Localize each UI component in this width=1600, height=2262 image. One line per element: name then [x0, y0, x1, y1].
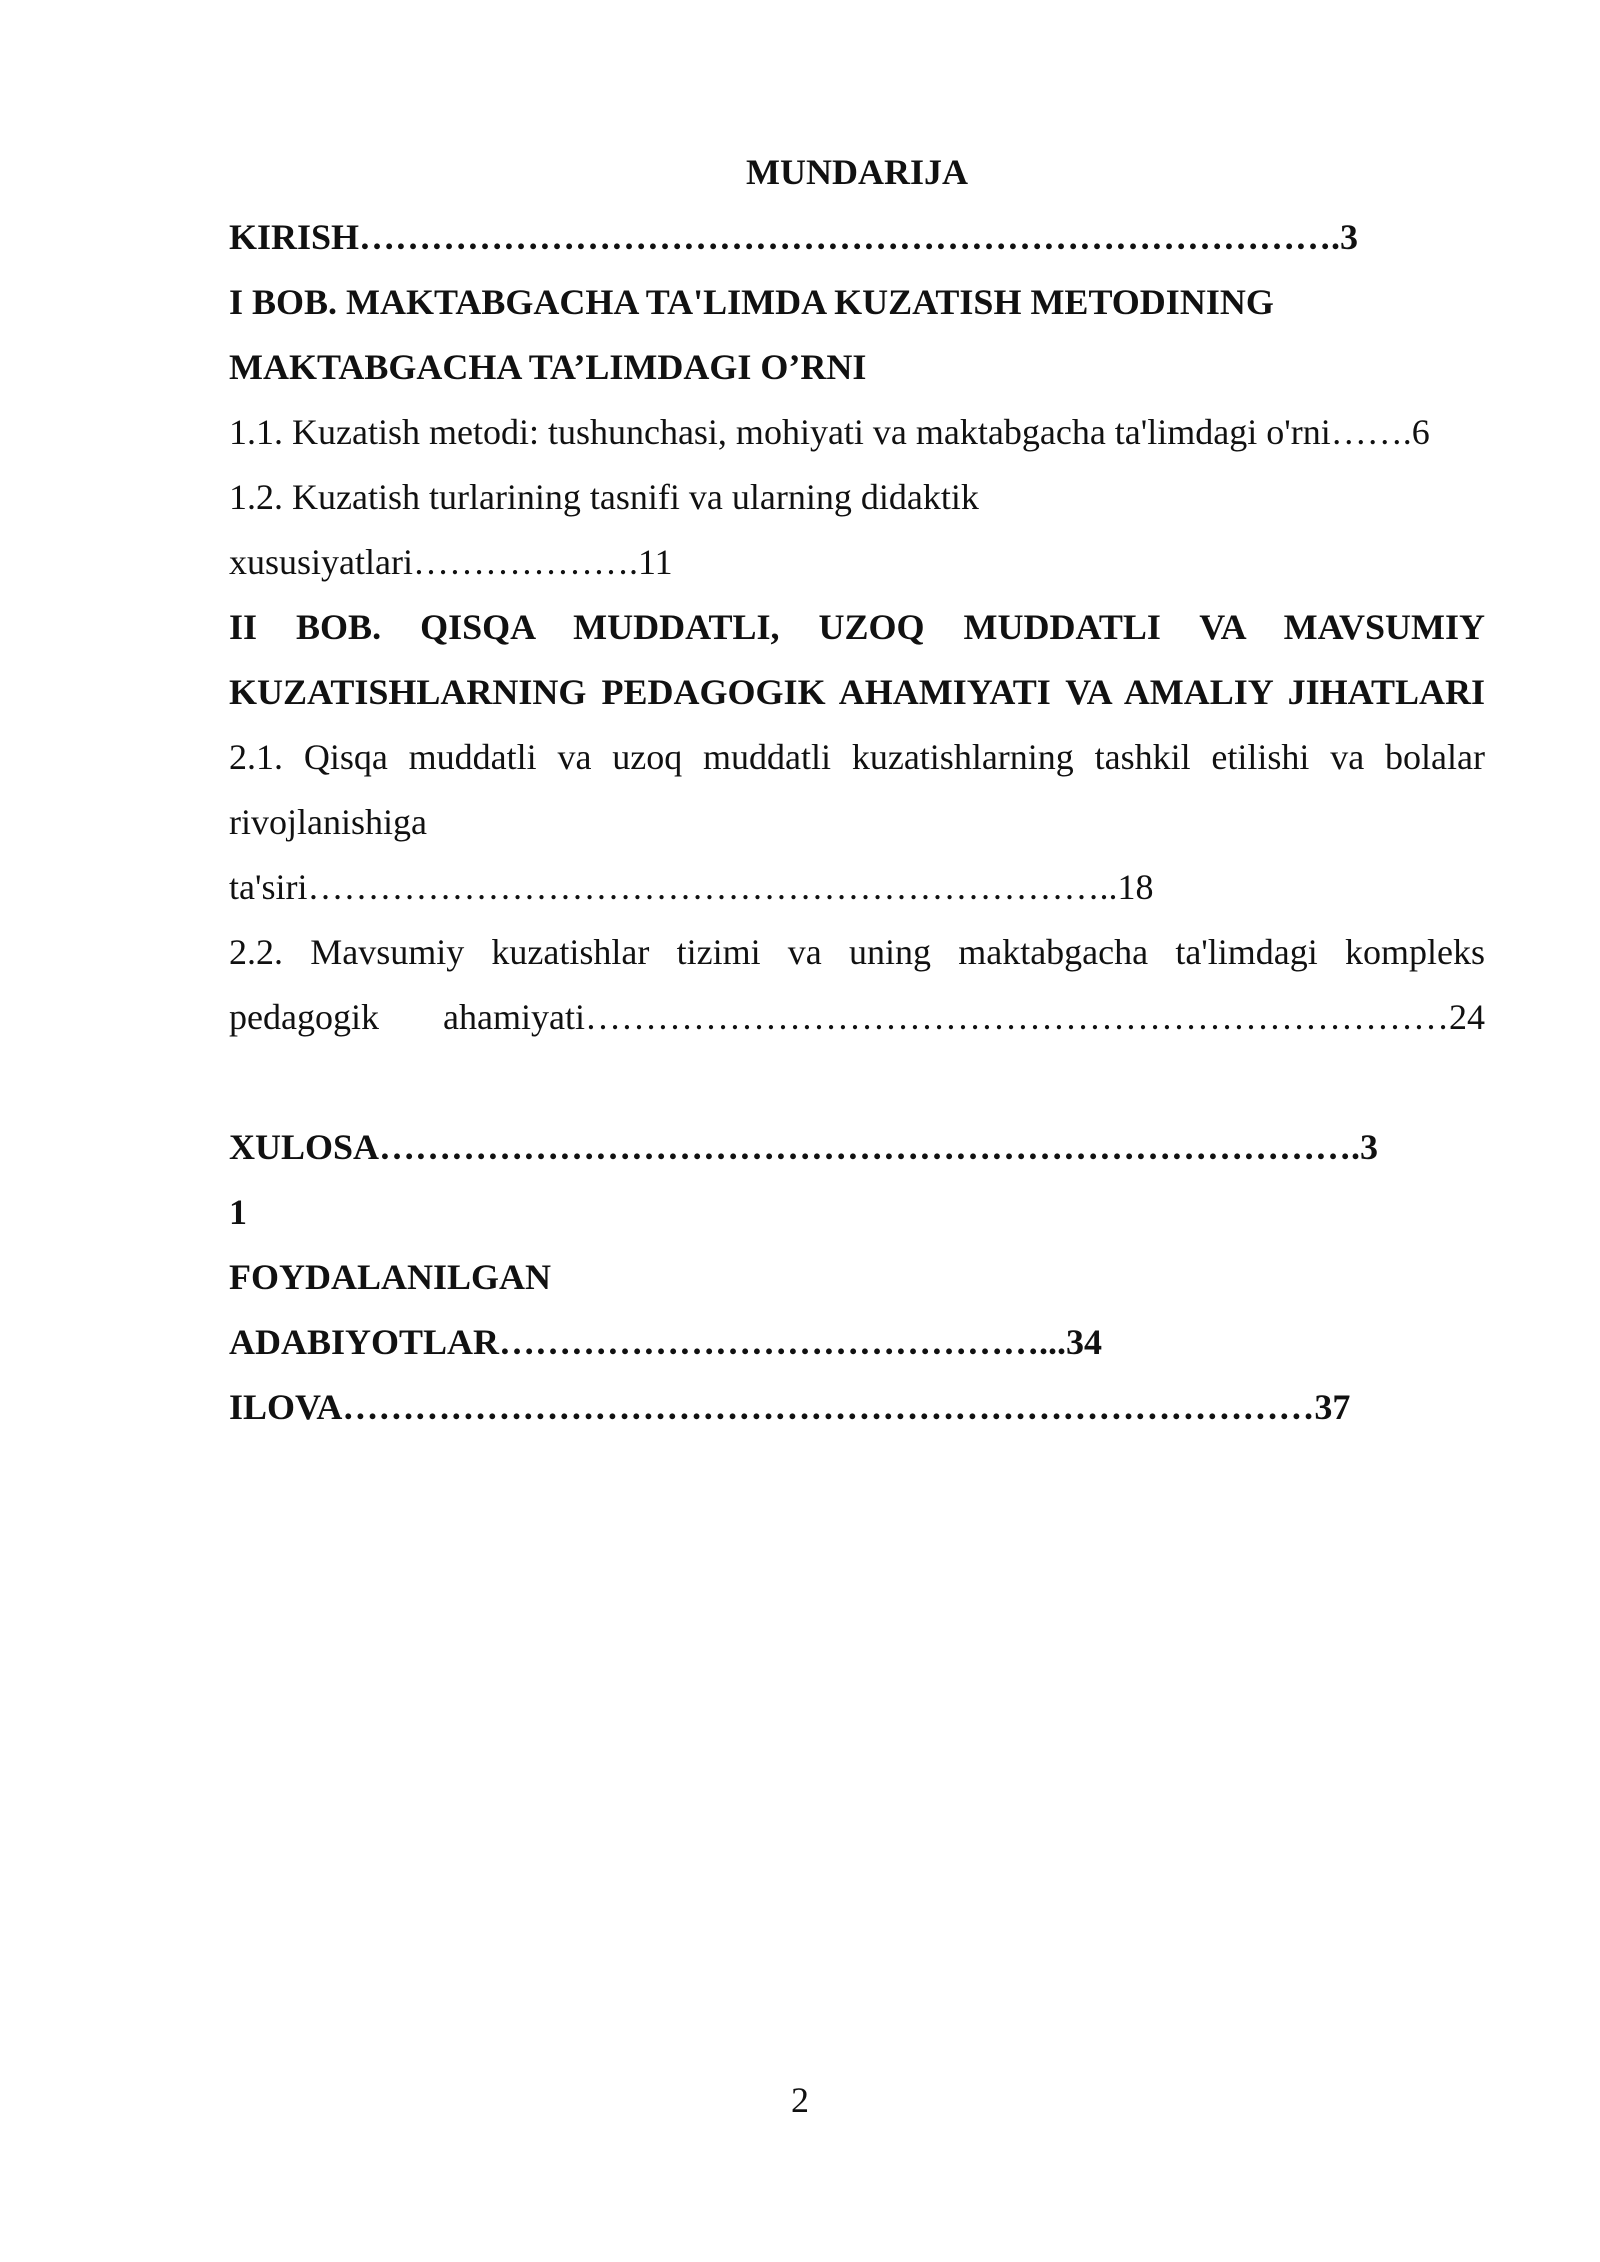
toc-chapter-2-heading: II BOB. QISQA MUDDATLI, UZOQ MUDDATLI VA MAVSUMIY KUZATISHLARNING PEDAGOGIK AHAMIYATI VA AMALIY JIHATLARI	[229, 607, 1485, 712]
toc-entry-kirish: KIRISH……………………………………………………………………….3	[229, 217, 1359, 257]
toc-entry-ilova: ILOVA………………………………………………………………………37	[229, 1387, 1351, 1427]
toc-section-2-2: 2.2. Mavsumiy kuzatishlar tizimi va uning maktabgacha ta'limdagi kompleks pedagogik ahamiyati………………………………………………………………24	[229, 932, 1485, 1037]
toc-section-1-1: 1.1. Kuzatish metodi: tushunchasi, mohiyati va maktabgacha ta'limdagi o'rni…….6	[229, 412, 1430, 452]
toc-section-1-2-line-1: 1.2. Kuzatish turlarining tasnifi va ularning didaktik	[229, 477, 979, 517]
toc-section-2-1-line-2: ta'siri…………………………………………………………..18	[229, 867, 1154, 907]
toc-spacer	[229, 1050, 1485, 1115]
toc-section-2-1-line-1: 2.1. Qisqa muddatli va uzoq muddatli kuzatishlarning tashkil etilishi va bolalar rivojlanishiga	[229, 737, 1485, 842]
page-number: 2	[791, 2080, 809, 2120]
toc-entry-xulosa-page-overflow: 1	[229, 1192, 247, 1232]
toc-title: MUNDARIJA	[746, 152, 968, 192]
toc-entry-xulosa: XULOSA……………………………………………………………………….3	[229, 1127, 1379, 1167]
toc-section-1-2-line-2: xususiyatlari……………….11	[229, 542, 673, 582]
toc-entry-references-line-1: FOYDALANILGAN	[229, 1257, 552, 1297]
toc-entry-references-line-2: ADABIYOTLAR………………………………………...34	[229, 1322, 1103, 1362]
table-of-contents	[229, 140, 1485, 1440]
toc-chapter-1-heading-line-2: MAKTABGACHA TA’LIMDAGI O’RNI	[229, 347, 867, 387]
toc-chapter-1-heading-line-1: I BOB. MAKTABGACHA TA'LIMDA KUZATISH METODINING	[229, 282, 1274, 322]
